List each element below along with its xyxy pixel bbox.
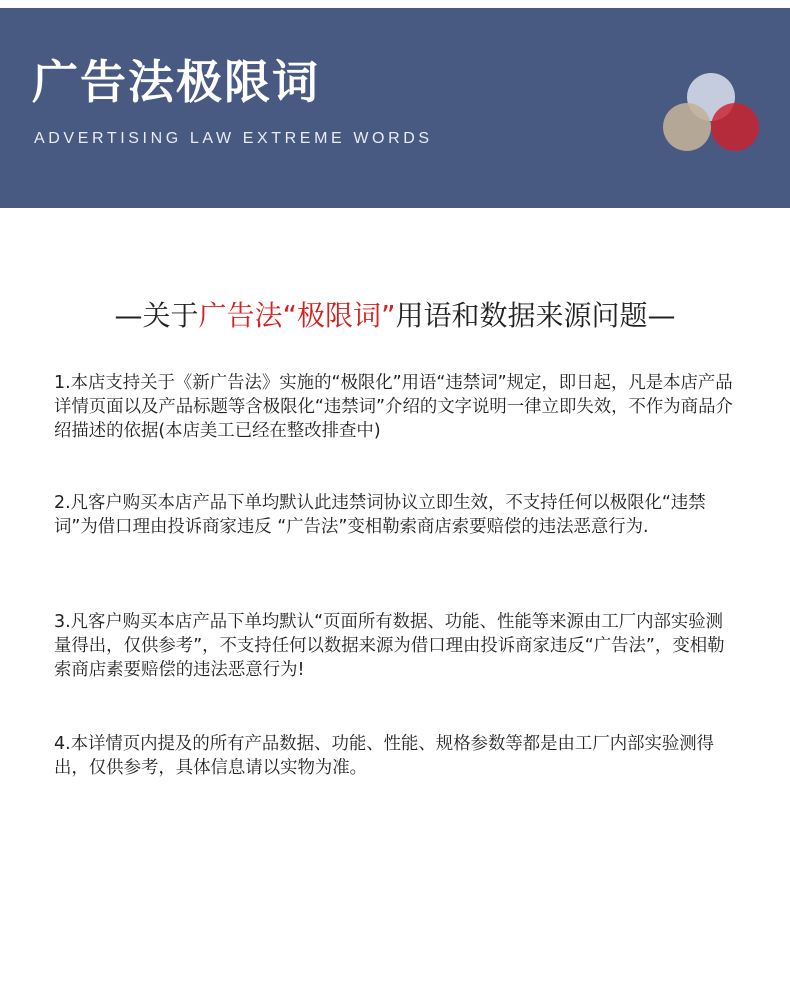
header-subtitle: ADVERTISING LAW EXTREME WORDS <box>34 130 433 147</box>
header-title: 广告法极限词 <box>32 55 320 109</box>
decorative-circles <box>660 63 765 158</box>
paragraph-4: 4.本详情页内提及的所有产品数据、功能、性能、规格参数等都是由工厂内部实验测得出，仅供参考，具体信息请以实物为准。 <box>54 734 715 778</box>
paragraph-2: 2.凡客户购买本店产品下单均默认此违禁词协议立即生效，不支持任何以极限化“违禁词”为借口理由投诉商家违反 “广告法”变相勒索商店索要赔偿的违法恶意行为. <box>54 493 706 537</box>
header-banner <box>0 8 790 208</box>
section-title-suffix: 用语和数据来源问题— <box>395 299 676 332</box>
circle-tan <box>663 103 711 151</box>
section-title-prefix: —关于 <box>114 299 199 332</box>
paragraph-1: 1.本店支持关于《新广告法》实施的“极限化”用语“违禁词”规定，即日起，凡是本店产品详情页面以及产品标题等含极限化“违禁词”介绍的文字说明一律立即失效，不作为商品介绍描述的依据(本店美工已经在整改排查中) <box>54 373 733 441</box>
circle-red <box>711 103 759 151</box>
section-title <box>0 296 790 336</box>
section-title-highlight: 广告法“极限词” <box>198 299 396 332</box>
paragraph-3: 3.凡客户购买本店产品下单均默认“页面所有数据、功能、性能等来源由工厂内部实验测量得出，仅供参考”，不支持任何以数据来源为借口理由投诉商家违反“广告法”，变相勒索商店素要赔偿的违法恶意行为! <box>54 612 725 680</box>
